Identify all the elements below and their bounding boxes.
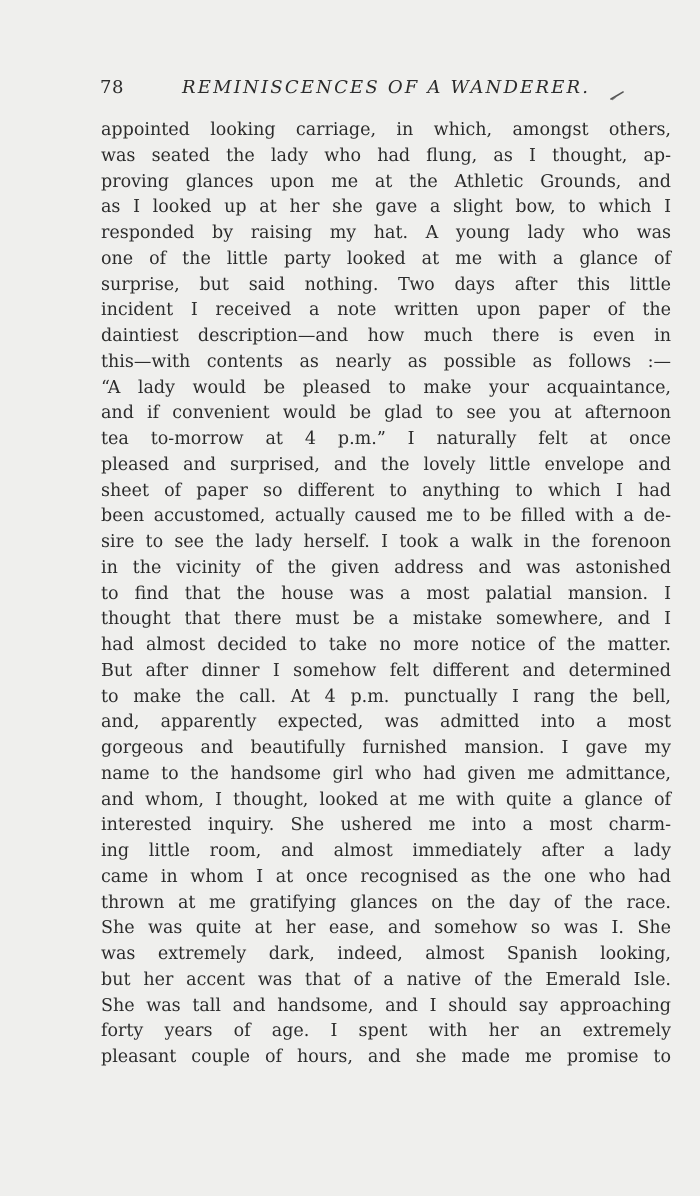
text-line: was seated the lady who had flung, as I thought, ap- <box>101 145 671 166</box>
text-line: sire to see the lady herself. I took a walk in the forenoon <box>101 532 671 552</box>
text-line: tea to-morrow at 4 p.m.” I naturally felt at once <box>101 429 671 449</box>
ink-mark-icon <box>610 89 624 101</box>
text-line: incident I received a note written upon paper of the <box>101 300 671 321</box>
text-line: but her accent was that of a native of the Emerald Isle. <box>101 969 671 990</box>
text-line: name to the handsome girl who had given me admittance, <box>101 763 671 784</box>
text-line: to make the call. At 4 p.m. punctually I rang the bell, <box>101 686 671 707</box>
text-line: came in whom I at once recognised as the one who had <box>101 866 671 887</box>
text-line: surprise, but said nothing. Two days after this little <box>101 274 671 295</box>
text-line: thought that there must be a mistake somewhere, and I <box>101 609 671 630</box>
text-line: proving glances upon me at the Athletic Grounds, and <box>101 171 671 192</box>
text-line: “A lady would be pleased to make your acquaintance, <box>101 377 671 398</box>
text-line: gorgeous and beautifully furnished mansion. I gave my <box>101 738 671 758</box>
text-line: one of the little party looked at me with a glance of <box>101 248 671 269</box>
text-line: to find that the house was a most palatial mansion. I <box>101 583 671 604</box>
text-line: ing little room, and almost immediately after a lady <box>101 841 671 861</box>
text-line: appointed looking carriage, in which, amongst others, <box>101 120 671 140</box>
text-line: responded by raising my hat. A young lady who was <box>101 223 671 243</box>
body-text <box>101 118 671 1071</box>
text-line: interested inquiry. She ushered me into a most charm- <box>101 815 671 836</box>
text-line: and if convenient would be glad to see you at afternoon <box>101 403 671 424</box>
text-line: in the vicinity of the given address and was astonished <box>101 557 671 578</box>
text-line: forty years of age. I spent with her an extremely <box>101 1021 671 1042</box>
text-line: pleasant couple of hours, and she made me promise to <box>101 1047 671 1067</box>
page-number: 78 <box>100 77 124 98</box>
text-line: as I looked up at her she gave a slight bow, to which I <box>101 197 671 218</box>
text-line: sheet of paper so different to anything to which I had <box>101 480 671 501</box>
text-line: had almost decided to take no more notice of the matter. <box>101 635 671 655</box>
text-line: thrown at me gratifying glances on the day of the race. <box>101 892 671 913</box>
text-line: She was tall and handsome, and I should say approaching <box>101 995 671 1016</box>
text-line: and whom, I thought, looked at me with quite a glance of <box>101 789 671 810</box>
text-line: this—with contents as nearly as possible as follows :— <box>101 351 671 372</box>
text-line: She was quite at her ease, and somehow so was I. She <box>101 918 671 939</box>
running-title: REMINISCENCES OF A WANDERER. <box>182 77 591 98</box>
text-line: daintiest description—and how much there is even in <box>101 326 671 346</box>
text-line: was extremely dark, indeed, almost Spanish looking, <box>101 944 671 964</box>
text-line: and, apparently expected, was admitted into a most <box>101 712 671 733</box>
text-line: But after dinner I somehow felt different and determined <box>101 660 671 681</box>
text-line: been accustomed, actually caused me to be filled with a de- <box>101 506 671 527</box>
page-header <box>100 77 670 107</box>
text-line: pleased and surprised, and the lovely little envelope and <box>101 454 671 475</box>
